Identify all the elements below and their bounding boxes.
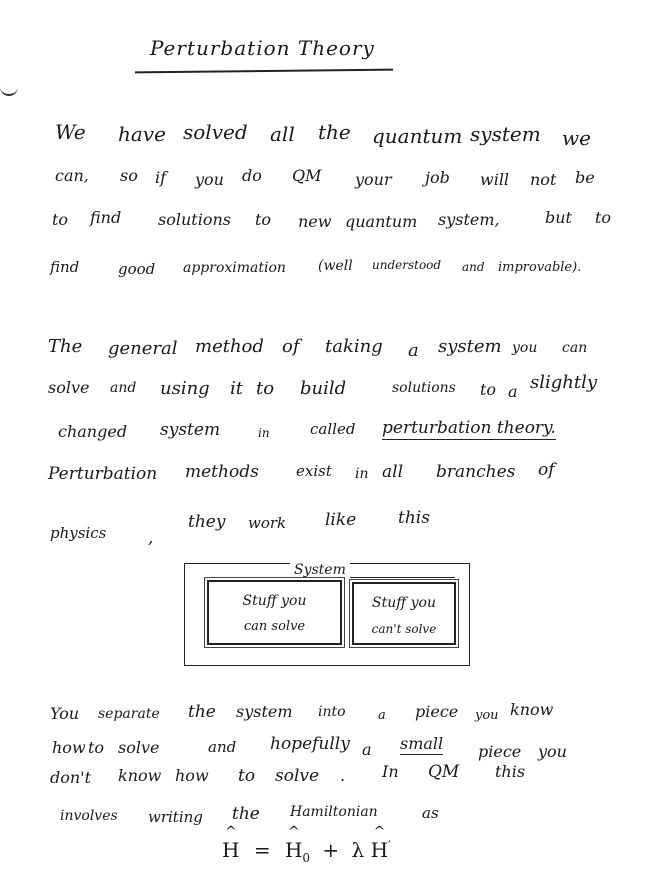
word: a	[408, 340, 419, 361]
word: like	[325, 510, 357, 530]
word: but	[545, 208, 572, 227]
word: to	[88, 738, 105, 757]
word: separate	[98, 706, 160, 722]
word: in	[355, 466, 369, 482]
word: system	[236, 702, 293, 721]
word: Perturbation	[48, 464, 158, 484]
word: piece	[478, 742, 522, 761]
word: (well	[318, 258, 353, 274]
word: branches	[436, 462, 516, 482]
word: general	[108, 338, 178, 359]
solvable-part-box	[207, 580, 342, 645]
word: exist	[296, 462, 332, 480]
word: system	[160, 420, 221, 440]
word: it	[230, 378, 243, 399]
prime-mark: ′	[388, 838, 391, 853]
solvable-line-2: can solve	[243, 619, 306, 634]
word: into	[318, 704, 346, 720]
word: this	[495, 762, 526, 781]
word: changed	[58, 422, 128, 441]
word: can	[562, 340, 588, 356]
word: slightly	[530, 372, 598, 393]
word: in	[258, 426, 270, 440]
underlined-term-small: small	[400, 734, 444, 753]
word: find	[50, 258, 80, 276]
word: new	[298, 212, 332, 231]
equals-sign: =	[253, 838, 271, 862]
underlined-term-perturbation-theory: perturbation theory.	[382, 418, 556, 438]
word: you	[195, 170, 224, 189]
unsolvable-line-2: can't solve	[371, 622, 437, 636]
word: how	[175, 766, 209, 785]
word: to	[238, 766, 256, 786]
word: and	[110, 380, 137, 396]
word: system	[438, 336, 502, 357]
word: writing	[148, 808, 203, 826]
word: involves	[60, 808, 118, 824]
word: know	[118, 766, 162, 785]
word: if	[155, 168, 167, 187]
h-zero-subscript: 0	[302, 851, 311, 865]
word: do	[242, 166, 262, 185]
word: QM	[292, 166, 322, 185]
word: QM	[428, 762, 460, 782]
word: Hamiltonian	[290, 804, 378, 820]
word: to	[595, 208, 612, 227]
word: be	[575, 168, 595, 187]
word: all	[382, 462, 404, 482]
word: and	[208, 738, 237, 756]
word: all	[270, 122, 295, 146]
word: of	[538, 460, 555, 480]
word: don't	[50, 768, 92, 787]
word: .	[340, 766, 346, 785]
word: solved	[183, 120, 248, 144]
word: hopefully	[270, 734, 350, 754]
word: quantum	[345, 212, 418, 231]
word: you	[475, 708, 499, 723]
word: to	[255, 210, 272, 229]
h-hat-perturbation: ^ H	[371, 838, 388, 862]
word: approximation	[183, 260, 286, 276]
word: using	[160, 378, 210, 399]
word: can,	[55, 166, 89, 185]
unsolvable-line-1: Stuff you	[372, 595, 436, 611]
word: to	[256, 378, 275, 399]
word: solutions	[392, 380, 456, 396]
word: system,	[438, 210, 500, 229]
word: solve	[48, 378, 90, 397]
word: a	[362, 740, 372, 759]
word: method	[195, 336, 264, 357]
hamiltonian-formula	[222, 838, 391, 865]
word: The	[48, 336, 83, 357]
unsolvable-part-box	[352, 582, 456, 645]
word: a	[508, 382, 518, 401]
word: taking	[325, 336, 383, 357]
word: have	[118, 122, 166, 146]
word: as	[422, 804, 439, 822]
solvable-line-1: Stuff you	[242, 593, 307, 609]
plus-sign: +	[322, 838, 340, 862]
word: not	[530, 170, 557, 189]
word: how	[52, 738, 86, 757]
word: good	[118, 260, 156, 278]
word: of	[282, 336, 300, 357]
word: the	[232, 804, 260, 824]
h-hat-zero: ^ H	[285, 838, 302, 862]
word: system	[470, 122, 541, 146]
word: to	[480, 380, 497, 399]
word: In	[382, 762, 399, 781]
word: solve	[275, 766, 320, 786]
word: methods	[185, 462, 259, 482]
word: the	[318, 120, 351, 144]
word: build	[300, 378, 347, 399]
lambda-symbol: λ	[351, 838, 365, 862]
word: they	[188, 512, 226, 532]
word: ,	[148, 528, 154, 548]
word: You	[50, 704, 80, 723]
word: job	[425, 168, 450, 187]
word: will	[480, 170, 510, 189]
word: called	[310, 420, 356, 438]
word: solutions	[158, 210, 231, 229]
word: quantum	[372, 124, 463, 148]
word: a	[378, 708, 386, 723]
word: piece	[415, 702, 459, 721]
word: this	[398, 508, 430, 528]
system-label: System	[290, 562, 350, 578]
word: find	[90, 208, 122, 227]
margin-mark	[0, 82, 18, 96]
word: your	[355, 170, 392, 189]
word: the	[188, 702, 216, 722]
word: solve	[118, 738, 160, 757]
word: to	[52, 210, 69, 229]
word: work	[248, 514, 287, 532]
h-hat-total: ^ H	[222, 838, 239, 862]
title-underline	[135, 69, 393, 74]
word: you	[512, 340, 538, 356]
word: understood	[372, 258, 442, 272]
word: know	[510, 700, 554, 719]
word: improvable).	[498, 260, 582, 275]
word: We	[55, 120, 86, 144]
word: and	[462, 260, 485, 274]
word: you	[538, 742, 567, 761]
page-title: Perturbation Theory	[150, 36, 375, 60]
word: we	[562, 126, 591, 150]
word: so	[120, 166, 138, 185]
word: physics	[50, 524, 107, 542]
